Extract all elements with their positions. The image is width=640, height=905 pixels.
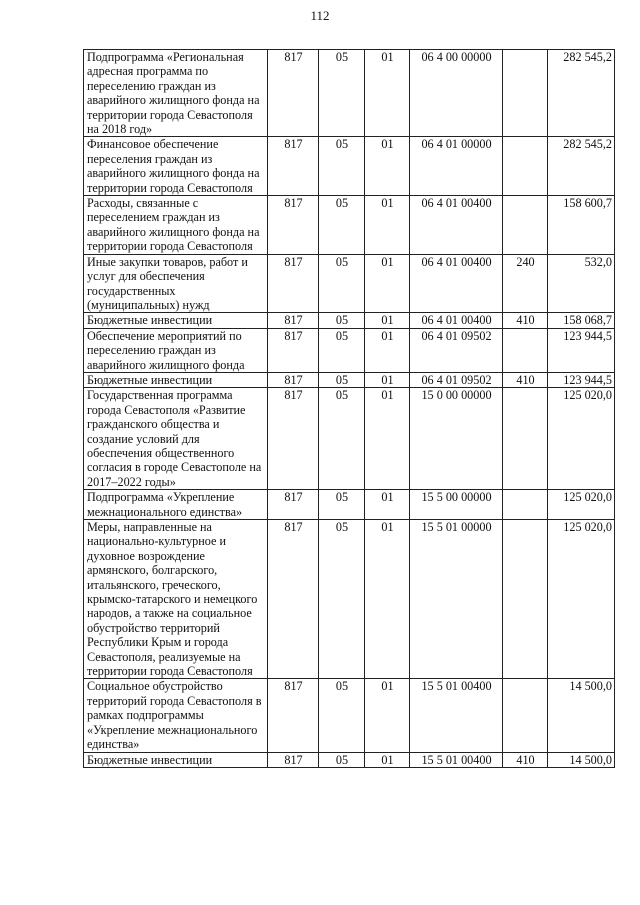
row-target-code: 15 5 01 00000 — [410, 520, 503, 679]
row-expense-kind — [503, 137, 548, 196]
row-target-code: 06 4 00 00000 — [410, 50, 503, 137]
row-ministry-code: 817 — [268, 520, 319, 679]
row-section: 05 — [319, 254, 365, 313]
row-subsection: 01 — [365, 313, 410, 328]
row-target-code: 06 4 01 00400 — [410, 196, 503, 255]
row-section: 05 — [319, 328, 365, 372]
row-section: 05 — [319, 196, 365, 255]
row-amount: 532,0 — [548, 254, 615, 313]
row-target-code: 15 5 00 00000 — [410, 490, 503, 520]
row-subsection: 01 — [365, 50, 410, 137]
row-ministry-code: 817 — [268, 490, 319, 520]
row-section: 05 — [319, 679, 365, 752]
row-section: 05 — [319, 50, 365, 137]
row-section: 05 — [319, 388, 365, 490]
row-expense-kind — [503, 196, 548, 255]
row-section: 05 — [319, 372, 365, 387]
row-section: 05 — [319, 313, 365, 328]
row-expense-kind — [503, 679, 548, 752]
row-expense-kind — [503, 50, 548, 137]
table-row — [84, 679, 615, 752]
row-name: Подпрограмма «Укрепление межнационального единства» — [84, 490, 268, 520]
row-name: Финансовое обеспечение переселения граждан из аварийного жилищного фонда на территории города Севастополя — [84, 137, 268, 196]
row-expense-kind: 410 — [503, 313, 548, 328]
row-amount: 125 020,0 — [548, 520, 615, 679]
row-amount: 14 500,0 — [548, 679, 615, 752]
row-name: Социальное обустройство территорий города Севастополя в рамках подпрограммы «Укрепление межнационального единства» — [84, 679, 268, 752]
row-ministry-code: 817 — [268, 196, 319, 255]
row-ministry-code: 817 — [268, 679, 319, 752]
row-name: Бюджетные инвестиции — [84, 752, 268, 767]
row-amount: 158 600,7 — [548, 196, 615, 255]
row-section: 05 — [319, 520, 365, 679]
row-name: Бюджетные инвестиции — [84, 313, 268, 328]
table-row — [84, 388, 615, 490]
row-expense-kind: 410 — [503, 752, 548, 767]
page-number: 112 — [310, 8, 330, 23]
table-row — [84, 372, 615, 387]
row-expense-kind: 410 — [503, 372, 548, 387]
row-ministry-code: 817 — [268, 752, 319, 767]
row-expense-kind — [503, 520, 548, 679]
row-ministry-code: 817 — [268, 50, 319, 137]
table-row — [84, 50, 615, 137]
row-target-code: 06 4 01 09502 — [410, 328, 503, 372]
row-amount: 282 545,2 — [548, 50, 615, 137]
row-amount: 123 944,5 — [548, 328, 615, 372]
row-subsection: 01 — [365, 679, 410, 752]
table-row — [84, 752, 615, 767]
row-subsection: 01 — [365, 372, 410, 387]
row-amount: 158 068,7 — [548, 313, 615, 328]
row-name: Меры, направленные на национально-культурное и духовное возрождение армянского, болгарского, итальянского, греческого, крымско-татарского и немецкого народов, а также на социальное обустройство территорий Республики Крым и города Севастополя, реализуемые на территории города Севастополя — [84, 520, 268, 679]
row-subsection: 01 — [365, 520, 410, 679]
row-subsection: 01 — [365, 254, 410, 313]
table-row — [84, 520, 615, 679]
row-target-code: 06 4 01 09502 — [410, 372, 503, 387]
row-section: 05 — [319, 490, 365, 520]
row-ministry-code: 817 — [268, 254, 319, 313]
row-amount: 123 944,5 — [548, 372, 615, 387]
row-subsection: 01 — [365, 328, 410, 372]
row-name: Бюджетные инвестиции — [84, 372, 268, 387]
row-subsection: 01 — [365, 137, 410, 196]
row-expense-kind — [503, 388, 548, 490]
row-section: 05 — [319, 137, 365, 196]
table-row — [84, 137, 615, 196]
row-name: Обеспечение мероприятий по переселению граждан из аварийного жилищного фонда — [84, 328, 268, 372]
row-target-code: 06 4 01 00400 — [410, 254, 503, 313]
table-row — [84, 490, 615, 520]
row-target-code: 15 5 01 00400 — [410, 679, 503, 752]
table-row — [84, 196, 615, 255]
row-target-code: 15 0 00 00000 — [410, 388, 503, 490]
row-amount: 125 020,0 — [548, 388, 615, 490]
row-name: Иные закупки товаров, работ и услуг для обеспечения государственных (муниципальных) нужд — [84, 254, 268, 313]
row-subsection: 01 — [365, 490, 410, 520]
row-amount: 125 020,0 — [548, 490, 615, 520]
row-name: Расходы, связанные с переселением граждан из аварийного жилищного фонда на территории города Севастополя — [84, 196, 268, 255]
table-body — [84, 50, 615, 768]
row-ministry-code: 817 — [268, 313, 319, 328]
budget-table — [83, 49, 615, 768]
row-name: Подпрограмма «Региональная адресная программа по переселению граждан из аварийного жилищного фонда на территории города Севастополя на 2018 год» — [84, 50, 268, 137]
row-subsection: 01 — [365, 196, 410, 255]
row-ministry-code: 817 — [268, 137, 319, 196]
table-row — [84, 254, 615, 313]
row-amount: 282 545,2 — [548, 137, 615, 196]
row-target-code: 06 4 01 00000 — [410, 137, 503, 196]
row-subsection: 01 — [365, 752, 410, 767]
row-ministry-code: 817 — [268, 388, 319, 490]
row-ministry-code: 817 — [268, 328, 319, 372]
row-section: 05 — [319, 752, 365, 767]
row-expense-kind — [503, 490, 548, 520]
row-target-code: 15 5 01 00400 — [410, 752, 503, 767]
row-target-code: 06 4 01 00400 — [410, 313, 503, 328]
row-ministry-code: 817 — [268, 372, 319, 387]
row-expense-kind: 240 — [503, 254, 548, 313]
row-amount: 14 500,0 — [548, 752, 615, 767]
table-row — [84, 313, 615, 328]
row-name: Государственная программа города Севастополя «Развитие гражданского общества и создание условий для обеспечения общественного согласия в городе Севастополе на 2017–2022 годы» — [84, 388, 268, 490]
table-row — [84, 328, 615, 372]
row-subsection: 01 — [365, 388, 410, 490]
row-expense-kind — [503, 328, 548, 372]
